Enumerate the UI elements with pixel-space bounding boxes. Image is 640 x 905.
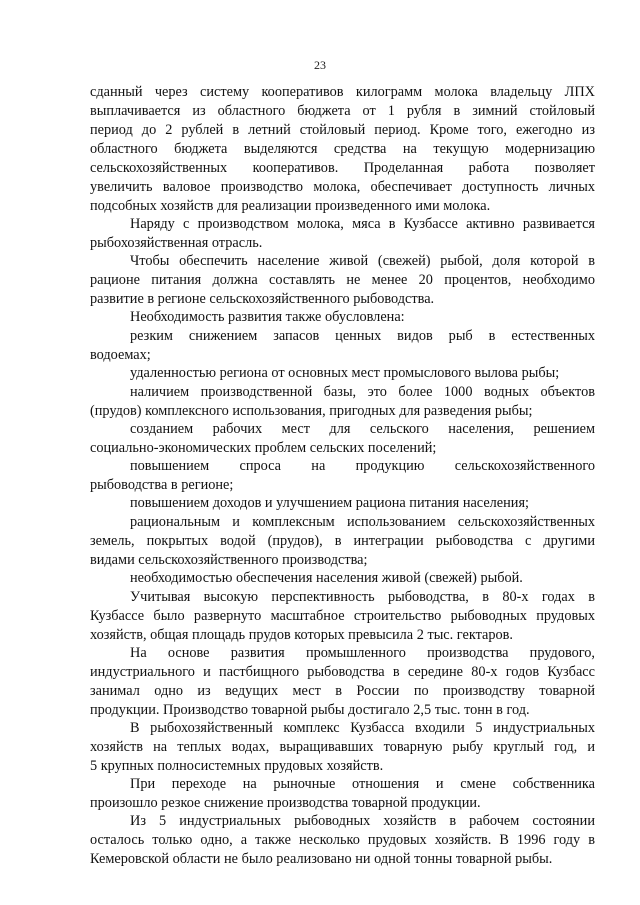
text-line: развитие в регионе сельскохозяйственного рыбоводства. — [90, 291, 435, 307]
list-item: повышением доходов и улучшением рациона питания населения; — [130, 495, 530, 511]
text-line: индустриального и пастбищного рыбоводства в середине 80-х годов Кузбасс — [90, 664, 595, 680]
text-line: увеличить валовое производство молока, обеспечивает доступность личных — [90, 179, 595, 195]
text-line: В рыбохозяйственный комплекс Кузбасса входили 5 индустриальных — [130, 720, 595, 736]
text-line: подсобных хозяйств для реализации произведенного ими молока. — [90, 198, 491, 214]
text-line: При переходе на рыночные отношения и смене собственника — [130, 776, 595, 792]
text-line: выплачивается из областного бюджета от 1 рубля в зимний стойловый — [90, 103, 595, 119]
text-line: хозяйств на теплых водах, выращивавших товарную рыбу круглый год, и — [90, 739, 595, 755]
text-line: хозяйств, общая площадь прудов которых превысила 2 тыс. гектаров. — [90, 627, 513, 643]
text-line: сельскохозяйственных кооперативов. Проделанная работа позволяет — [90, 160, 595, 176]
text-line: рыбоводства в регионе; — [90, 477, 234, 493]
text-line: продукции. Производство товарной рыбы достигало 2,5 тыс. тонн в год. — [90, 702, 530, 718]
list-item: удаленностью региона от основных мест промыслового вылова рыбы; — [130, 365, 560, 381]
text-line: рыбохозяйственная отрасль. — [90, 235, 263, 251]
text-line: период до 2 рублей в летний стойловый период. Кроме того, ежегодно из — [90, 122, 595, 138]
text-line: Из 5 индустриальных рыбоводных хозяйств в рабочем состоянии — [130, 813, 595, 829]
text-line: осталось только одно, а также несколько прудовых хозяйств. В 1996 году в — [90, 832, 595, 848]
list-item: рациональным и комплексным использованием сельскохозяйственных — [130, 514, 595, 530]
list-item: повышением спроса на продукцию сельскохозяйственного — [130, 458, 595, 474]
text-line: занимал одно из ведущих мест в России по производству товарной — [90, 683, 595, 699]
text-line: Кузбассе было развернуто масштабное строительство рыбоводных прудовых — [90, 608, 595, 624]
text-line: Наряду с производством молока, мяса в Кузбассе активно развивается — [130, 216, 595, 232]
text-line: Чтобы обеспечить население живой (свежей) рыбой, доля которой в — [130, 253, 595, 269]
list-item: необходимостью обеспечения населения живой (свежей) рыбой. — [130, 570, 523, 586]
text-line: произошло резкое снижение производства товарной продукции. — [90, 795, 481, 811]
text-line: Кемеровской области не было реализовано ни одной тонны товарной рыбы. — [90, 851, 553, 867]
text-line: (прудов) комплексного использования, пригодных для разведения рыбы; — [90, 403, 533, 419]
text-line: Учитывая высокую перспективность рыбоводства, в 80-х годах в — [130, 589, 595, 605]
list-item: созданием рабочих мест для сельского населения, решением — [130, 421, 595, 437]
text-line: сданный через систему кооперативов килограмм молока владельцу ЛПХ — [90, 84, 595, 100]
list-item: наличием производственной базы, это более 1000 водных объектов — [130, 384, 595, 400]
text-line: водоемах; — [90, 347, 151, 363]
text-line: На основе развития промышленного производства прудового, — [130, 645, 595, 661]
text-line: Необходимость развития также обусловлена: — [130, 309, 405, 325]
text-line: социально-экономических проблем сельских поселений; — [90, 440, 437, 456]
text-line: областного бюджета выделяются средства на текущую модернизацию — [90, 141, 595, 157]
text-line: видами сельскохозяйственного производства; — [90, 552, 368, 568]
list-item: резким снижением запасов ценных видов рыб в естественных — [130, 328, 595, 344]
text-line: земель, покрытых водой (прудов), в интеграции рыбоводства с другими — [90, 533, 595, 549]
text-line: 5 крупных полносистемных прудовых хозяйств. — [90, 758, 384, 774]
page-number: 23 — [314, 58, 326, 72]
text-line: рационе питания должна составлять не менее 20 процентов, необходимо — [90, 272, 595, 288]
